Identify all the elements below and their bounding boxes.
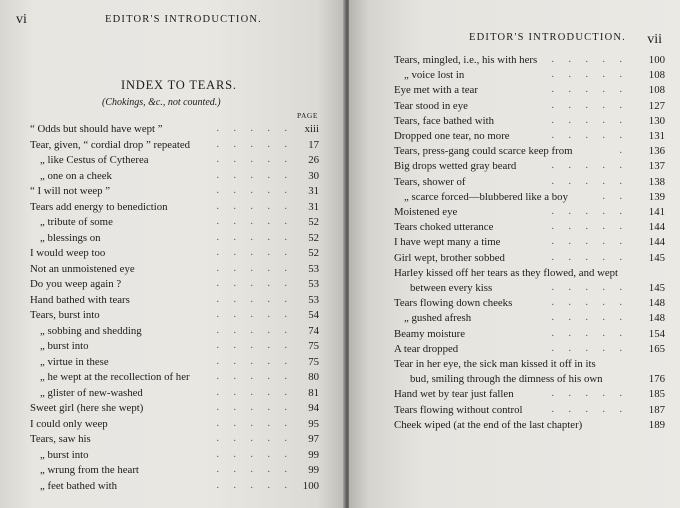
index-title: INDEX TO TEARS.	[121, 78, 237, 92]
index-entry-text: „ wrung from the heart	[40, 464, 139, 476]
index-entry	[0, 431, 345, 447]
index-entry-page: 100	[302, 479, 319, 492]
index-entry	[0, 385, 345, 401]
index-entry	[0, 168, 345, 184]
index-entry	[0, 416, 345, 432]
index-entry-text: „ he wept at the recollection of her	[40, 371, 190, 383]
index-entry	[349, 417, 680, 433]
index-entry-text: Hand wet by tear just fallen	[394, 388, 514, 401]
index-entry-text: Tear in her eye, the sick man kissed it off in its	[394, 358, 596, 370]
index-entry-page: 80	[308, 371, 319, 383]
index-entry-page: 176	[648, 373, 665, 386]
index-entry	[0, 152, 345, 168]
index-entry-page: 108	[648, 69, 665, 82]
index-entry-text: „ sobbing and shedding	[40, 324, 142, 337]
index-entry-page: 99	[308, 448, 319, 461]
index-entry-text: Sweet girl (here she wept)	[30, 402, 144, 414]
index-entry-text: „ feet bathed with	[40, 479, 118, 492]
leader-dots: . . . . .	[551, 282, 628, 293]
index-entry	[0, 447, 345, 463]
leader-dots: . . . . .	[216, 185, 293, 196]
index-entry-text: “ Odds but should have wept ”	[30, 123, 163, 135]
index-entry-page: 138	[648, 175, 665, 188]
index-entry-page: 189	[648, 418, 665, 431]
index-entry-text: “ I will not weep ”	[30, 185, 111, 197]
index-entry-page: 53	[308, 293, 319, 306]
leader-dots: . . . . .	[216, 200, 293, 212]
index-entry-text: „ gushed afresh	[404, 312, 472, 325]
index-entry-page: 100	[648, 54, 665, 66]
index-entry-page: 95	[308, 417, 319, 430]
index-entry	[349, 341, 680, 357]
index-entry	[349, 310, 680, 326]
left-page-number: vi	[16, 12, 27, 27]
index-entry-text: Tears add energy to benediction	[30, 200, 168, 213]
index-entry	[349, 356, 680, 372]
leader-dots: . . . . .	[551, 54, 628, 65]
index-entry-text: Tears, saw his	[30, 433, 91, 445]
index-entry	[0, 292, 345, 308]
index-entry	[0, 462, 345, 478]
leader-dots: . . . . .	[551, 236, 628, 248]
leader-dots: . . . . .	[216, 448, 293, 460]
index-entry	[0, 323, 345, 339]
leader-dots: . . . . .	[216, 278, 293, 289]
index-entry	[0, 199, 345, 215]
index-entry	[349, 234, 680, 250]
leader-dots: . . . . .	[216, 123, 293, 134]
leader-dots: . .	[602, 190, 628, 202]
index-entry-page: 94	[308, 402, 319, 414]
index-entry-text: Tears choked utterance	[394, 221, 494, 234]
index-entry-page: 17	[308, 138, 319, 151]
index-entry-page: 144	[648, 221, 665, 234]
right-page-number: vii	[647, 32, 662, 47]
index-entry-page: 127	[648, 99, 665, 112]
index-entry	[0, 354, 345, 370]
index-entry	[349, 143, 680, 159]
index-entry-text: „ virtue in these	[40, 355, 109, 368]
index-entry	[0, 400, 345, 416]
index-entry-text: Harley kissed off her tears as they flowed, and wept	[394, 266, 619, 279]
leader-dots: . . . . .	[216, 479, 293, 491]
index-entry-page: 74	[308, 324, 319, 337]
index-entry-text: Tears, burst into	[30, 309, 100, 321]
leader-dots: . . . . .	[216, 216, 293, 227]
index-entry-text: Cheek wiped (at the end of the last chapter)	[394, 418, 583, 431]
leader-dots: . . . . .	[216, 138, 293, 150]
leader-dots: . . . . .	[216, 262, 293, 274]
index-entry-text: „ like Cestus of Cytherea	[40, 154, 149, 166]
leader-dots: . . . . .	[216, 371, 293, 382]
index-entry-page: 137	[648, 160, 665, 173]
index-entry-page: 108	[648, 84, 665, 97]
index-entry	[0, 338, 345, 354]
index-entry-page: 53	[308, 262, 319, 275]
index-entry-page: 75	[308, 355, 319, 368]
index-entry-page: xiii	[304, 123, 319, 135]
index-entry-text: „ one on a cheek	[40, 169, 112, 182]
index-entry-text: Girl wept, brother sobbed	[394, 251, 505, 264]
right-running-head: EDITOR'S INTRODUCTION.	[469, 32, 627, 43]
leader-dots: . . . . .	[551, 130, 628, 141]
index-entry	[0, 478, 345, 494]
leader-dots: . . . . .	[216, 386, 293, 398]
index-entry-text: Tear, given, “ cordial drop ” repeated	[30, 138, 191, 151]
leader-dots: . . . . .	[216, 417, 293, 429]
index-entry	[349, 82, 680, 98]
index-entry-page: 75	[308, 340, 319, 352]
index-entry-page: 31	[308, 185, 319, 197]
index-entry-text: Tears flowing down cheeks	[394, 297, 513, 310]
index-entry	[0, 183, 345, 199]
leader-dots: . . . . .	[216, 355, 293, 367]
index-entry	[349, 98, 680, 114]
left-running-head: EDITOR'S INTRODUCTION.	[105, 14, 263, 25]
leader-dots: . . . . .	[216, 309, 293, 320]
index-entry-text: Tears, face bathed with	[394, 114, 494, 127]
leader-dots: . . . . .	[551, 312, 628, 324]
leader-dots: . . . . .	[551, 84, 628, 96]
leader-dots: . . . . .	[216, 247, 293, 258]
index-entry-page: 139	[648, 190, 665, 203]
index-entry	[0, 307, 345, 323]
index-entry	[349, 67, 680, 83]
index-entry	[349, 295, 680, 311]
index-entry-text: Tears, shower of	[394, 175, 466, 188]
index-entry-page: 136	[648, 145, 665, 158]
index-entry-page: 99	[308, 464, 319, 476]
index-entry-page: 52	[308, 247, 319, 259]
leader-dots: . . . . .	[216, 293, 293, 305]
index-entry-text: Tears flowing without control	[394, 403, 523, 416]
index-entry	[349, 265, 680, 281]
index-entry-text: Tears, mingled, i.e., his with hers	[394, 54, 538, 66]
leader-dots: . . . . .	[551, 69, 628, 81]
index-entry-page: 131	[648, 130, 665, 142]
leader-dots: . . . . .	[216, 324, 293, 336]
index-entry-text: Do you weep again ?	[30, 278, 122, 290]
index-entry-page: 81	[308, 386, 319, 399]
leader-dots: . . . . .	[551, 99, 628, 111]
leader-dots: . . . . .	[551, 114, 628, 126]
index-entry-text: „ blessings on	[40, 231, 101, 244]
index-entry-page: 187	[648, 403, 665, 416]
index-entry-page: 148	[648, 312, 665, 325]
index-entry-page: 52	[308, 216, 319, 228]
index-entry-page: 148	[648, 297, 665, 310]
leader-dots: . . . . .	[216, 433, 293, 444]
leader-dots: . . . . .	[551, 206, 628, 217]
index-entry-page: 26	[308, 154, 319, 166]
index-entry	[0, 121, 345, 137]
show-through-text	[214, 32, 344, 49]
index-entry-text: Not an unmoistened eye	[30, 262, 135, 275]
leader-dots: . . . . .	[216, 231, 293, 243]
index-entry-text: I could only weep	[30, 417, 108, 430]
right-page	[349, 0, 680, 508]
index-entry	[0, 261, 345, 277]
index-entry-page: 165	[648, 342, 665, 355]
index-entry	[349, 250, 680, 266]
index-entry	[349, 158, 680, 174]
index-entry-text: „ glister of new-washed	[40, 386, 143, 399]
index-entry-text: I have wept many a time	[394, 236, 501, 249]
index-entry-text: „ scarce forced—blubbered like a boy	[404, 190, 568, 203]
index-entry	[349, 113, 680, 129]
index-entry	[349, 219, 680, 235]
index-entry	[349, 189, 680, 205]
index-entry-page: 145	[648, 251, 665, 264]
leader-dots: . . . . .	[216, 402, 293, 413]
index-entry-page: 144	[648, 236, 665, 249]
index-entry-text: A tear dropped	[394, 342, 459, 355]
index-entry-page: 52	[308, 231, 319, 244]
index-entry-text: Beamy moisture	[394, 327, 466, 340]
leader-dots: . . . . .	[551, 175, 628, 187]
index-entry	[0, 230, 345, 246]
index-entry-text: Moistened eye	[394, 206, 458, 218]
index-entry	[349, 128, 680, 144]
index-entry-page: 31	[308, 200, 319, 213]
index-entry-text: bud, smiling through the dimness of his own	[410, 373, 603, 386]
index-subtitle: (Chokings, &c., not counted.)	[102, 97, 221, 108]
index-entry-text: „ burst into	[40, 448, 89, 461]
index-entry-text: Tear stood in eye	[394, 99, 468, 112]
index-entry-page: 54	[308, 309, 319, 321]
index-entry-page: 154	[648, 327, 665, 340]
index-entry	[349, 386, 680, 402]
index-entry-page: 97	[308, 433, 319, 445]
index-entry-text: I would weep too	[30, 247, 106, 259]
leader-dots: .	[619, 145, 628, 157]
index-entry	[0, 369, 345, 385]
index-entry-text: Tears, press-gang could scarce keep from	[394, 145, 573, 158]
index-entry	[0, 214, 345, 230]
leader-dots: . . . . .	[551, 297, 628, 309]
index-entry	[349, 174, 680, 190]
index-entry-text: „ burst into	[40, 340, 89, 352]
leader-dots: . . . . .	[551, 388, 628, 400]
index-entry-text: Eye met with a tear	[394, 84, 478, 97]
index-entry-text: Dropped one tear, no more	[394, 130, 510, 142]
index-entry	[349, 402, 680, 418]
index-entry-page: 145	[648, 282, 665, 294]
index-entry	[0, 245, 345, 261]
index-entry-text: Hand bathed with tears	[30, 293, 130, 306]
leader-dots: . . . . .	[551, 403, 628, 415]
index-entry-page: 130	[648, 114, 665, 127]
index-entry	[349, 371, 680, 387]
index-entry	[349, 326, 680, 342]
index-entry	[0, 276, 345, 292]
index-entry-page: 185	[648, 388, 665, 401]
index-entry-text: „ voice lost in	[404, 69, 465, 82]
leader-dots: . . . . .	[216, 464, 293, 475]
index-entry-page: 30	[308, 169, 319, 182]
index-entry-page: 141	[648, 206, 665, 218]
index-entry-text: „ tribute of some	[40, 216, 113, 228]
index-entry	[349, 52, 680, 68]
index-entry	[349, 280, 680, 296]
leader-dots: . . . . .	[551, 342, 628, 354]
leader-dots: . . . . .	[551, 160, 628, 172]
leader-dots: . . . . .	[551, 327, 628, 339]
leader-dots: . . . . .	[551, 251, 628, 263]
leader-dots: . . . . .	[551, 221, 628, 233]
leader-dots: . . . . .	[216, 154, 293, 165]
index-entry-text: between every kiss	[410, 282, 493, 294]
index-entry	[0, 137, 345, 153]
leader-dots: . . . . .	[216, 340, 293, 351]
index-entry	[349, 204, 680, 220]
index-entry-page: 53	[308, 278, 319, 290]
index-entry-text: Big drops wetted gray beard	[394, 160, 517, 173]
page-column-heading: PAGE	[297, 111, 318, 120]
leader-dots: . . . . .	[216, 169, 293, 181]
